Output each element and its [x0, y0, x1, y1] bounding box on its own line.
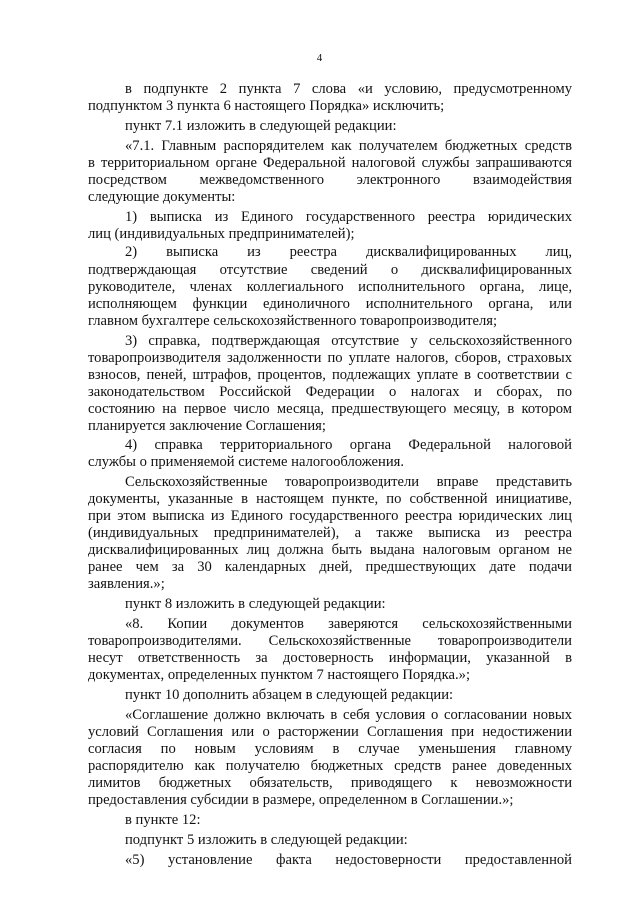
text-line: 1) выписка из Единого государственного реестра юридических — [125, 209, 572, 225]
text-line: товаропроизводителя задолженности по уплате налогов, сборов, страховых — [88, 350, 572, 366]
text-line: дисквалифицированных лиц должна быть выдана налоговым органом не — [88, 542, 572, 558]
text-line: лимитов бюджетных обязательств, приводящего к невозможности — [88, 775, 572, 791]
text-line: исполняющем функции единоличного исполнительного органа, или — [88, 296, 572, 312]
text-line: несут ответственность за достоверность информации, указанной в — [88, 650, 572, 666]
text-line: документы, указанные в настоящем пункте, по собственной инициативе, — [88, 491, 572, 507]
text-line: ранее чем за 30 календарных дней, предшествующих дате подачи — [88, 559, 572, 575]
text-line: следующие документы: — [88, 189, 236, 205]
text-line: в территориальном органе Федеральной налоговой службы запрашиваются — [88, 155, 572, 171]
text-line: взносов, пеней, штрафов, процентов, подлежащих уплате в соответствии с — [88, 367, 572, 383]
text-line: «8. Копии документов заверяются сельскохозяйственными — [125, 616, 572, 632]
text-line: документах, определенных пунктом 7 настоящего Порядка.»; — [88, 667, 471, 683]
text-line: руководителе, членах коллегиального исполнительного органа, лице, — [88, 279, 572, 295]
text-line: пункт 10 дополнить абзацем в следующей редакции: — [125, 687, 454, 703]
text-line: предоставления субсидии в размере, определенном в Соглашении.»; — [88, 792, 514, 808]
text-line: пункт 7.1 изложить в следующей редакции: — [125, 118, 397, 134]
text-line: планируется заключение Соглашения; — [88, 418, 326, 434]
text-line: товаропроизводителями. Сельскохозяйственные товаропроизводители — [88, 633, 572, 649]
text-line: при этом выписка из Единого государственного реестра юридических лиц — [88, 508, 572, 524]
text-line: 2) выписка из реестра дисквалифицированных лиц, — [125, 244, 572, 260]
text-line: 3) справка, подтверждающая отсутствие у сельскохозяйственного — [125, 333, 572, 349]
text-line: согласия по новым условиям в случае уменьшения главному — [88, 741, 572, 757]
text-line: условий Соглашения или о расторжении Соглашения при недостижении — [88, 724, 572, 740]
text-line: (индивидуальных предпринимателей), а также выписка из реестра — [88, 525, 572, 541]
text-line: распорядителю как получателю бюджетных средств ранее доведенных — [88, 758, 572, 774]
text-line: «7.1. Главным распорядителем как получателем бюджетных средств — [125, 138, 572, 154]
text-line: «5) установление факта недостоверности предоставленной — [125, 852, 572, 868]
text-line: службы о применяемой системе налогообложения. — [88, 454, 405, 470]
text-line: «Соглашение должно включать в себя условия о согласовании новых — [125, 707, 572, 723]
text-line: посредством межведомственного электронного взаимодействия — [88, 172, 572, 188]
text-line: лиц (индивидуальных предпринимателей); — [88, 226, 355, 242]
text-line: Сельскохозяйственные товаропроизводители вправе представить — [125, 474, 572, 490]
text-line: пункт 8 изложить в следующей редакции: — [125, 596, 386, 612]
text-line: главном бухгалтере сельскохозяйственного товаропроизводителя; — [88, 313, 498, 329]
text-line: 4) справка территориального органа Федеральной налоговой — [125, 437, 572, 453]
text-line: подпунктом 3 пункта 6 настоящего Порядка» исключить; — [88, 98, 445, 114]
page-number: 4 — [316, 52, 323, 64]
text-line: законодательством Российской Федерации о налогах и сборах, по — [88, 384, 572, 400]
text-line: подпункт 5 изложить в следующей редакции: — [125, 832, 408, 848]
text-line: в подпункте 2 пункта 7 слова «и условию, предусмотренному — [125, 81, 572, 97]
text-line: подтверждающая отсутствие сведений о дисквалифицированных — [88, 262, 572, 278]
text-line: заявления.»; — [88, 576, 165, 592]
text-line: в пункте 12: — [125, 812, 201, 828]
text-line: состоянию на первое число месяца, предшествующего месяцу, в котором — [88, 401, 572, 417]
